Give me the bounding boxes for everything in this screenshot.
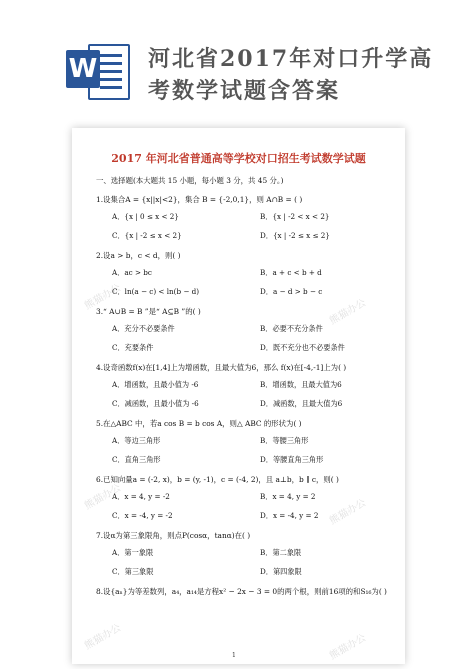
document-page	[72, 128, 405, 664]
option: D．第四象限	[260, 567, 302, 576]
question-stem: 7.设α为第三象限角，则点P(cosα，tanα)在( )	[96, 531, 251, 540]
option: C．第三象限	[112, 567, 154, 576]
word-document-icon	[66, 40, 128, 98]
option: A．第一象限	[112, 548, 154, 557]
header	[0, 0, 474, 118]
option: C．减函数，且最小值为 -6	[112, 399, 199, 408]
option: B．等腰三角形	[260, 436, 309, 445]
option: A．充分不必要条件	[112, 324, 175, 333]
doc-title-line-1: 河北省2017年对口升学高	[148, 46, 434, 72]
question-stem: 8.设{aₙ}为等差数列，a₄，a₁₄是方程x² − 2x − 3 = 0的两个根，则前16项的和S₁₆为( )	[96, 587, 387, 596]
option: A．x = 4, y = -2	[112, 492, 170, 501]
option: B．x = 4, y = 2	[260, 492, 316, 501]
exam-title: 2017 年河北省普通高等学校对口招生考试数学试题	[111, 152, 366, 165]
option: B．第二象限	[260, 548, 302, 557]
option: A．增函数，且最小值为 -6	[112, 380, 199, 389]
option: C．ln(a − c) < ln(b − d)	[112, 287, 200, 296]
doc-title-line-2: 考数学试题含答案	[148, 78, 341, 104]
section-heading: 一、选择题(本大题共 15 小题，每小题 3 分，共 45 分。)	[96, 176, 284, 185]
watermark: 熊猫办公	[82, 482, 124, 512]
option: C．直角三角形	[112, 455, 161, 464]
option: C．x = -4, y = -2	[112, 511, 173, 520]
watermark: 熊猫办公	[327, 632, 369, 662]
watermark: 熊猫办公	[327, 497, 369, 527]
question-stem: 3.“ A∪B = B ”是“ A⊆B ”的( )	[96, 307, 201, 316]
watermark: 熊猫办公	[82, 622, 124, 652]
question-stem: 1.设集合A = {x||x|<2}，集合 B = {-2,0,1}，则 A∩B = ( )	[96, 195, 303, 204]
option: A．{x | 0 ≤ x < 2}	[112, 212, 179, 221]
question-stem: 6.已知向量a = (-2, x)，b = (y, -1)，c = (-4, 2)，且 a⊥b，b ∥ c，则( )	[96, 475, 339, 484]
option: D．x = -4, y = 2	[260, 511, 319, 520]
word-badge: W	[66, 50, 100, 88]
option: C．{x | -2 ≤ x < 2}	[112, 231, 182, 240]
option: A．ac > bc	[112, 268, 152, 277]
watermark: 熊猫办公	[82, 282, 124, 312]
option: D．a − d > b − c	[260, 287, 323, 296]
option: B．增函数，且最大值为6	[260, 380, 342, 389]
watermark: 熊猫办公	[327, 297, 369, 327]
option: B．必要不充分条件	[260, 324, 323, 333]
option: D．{x | -2 ≤ x ≤ 2}	[260, 231, 330, 240]
question-stem: 4.设奇函数f(x)在[1,4]上为增函数，且最大值为6，那么 f(x)在[-4,-1]上为( )	[96, 363, 347, 372]
option: A．等边三角形	[112, 436, 161, 445]
question-stem: 2.设a > b，c < d，则( )	[96, 251, 181, 260]
option: C．充要条件	[112, 343, 154, 352]
question-stem: 5.在△ABC 中，若a cos B = b cos A，则△ ABC 的形状为( )	[96, 419, 302, 428]
option: B．a + c < b + d	[260, 268, 322, 277]
option: B．{x | -2 < x < 2}	[260, 212, 330, 221]
option: D．等腰直角三角形	[260, 455, 324, 464]
option: D．减函数，且最大值为6	[260, 399, 343, 408]
option: D．既不充分也不必要条件	[260, 343, 345, 352]
page-number: 1	[232, 652, 236, 659]
